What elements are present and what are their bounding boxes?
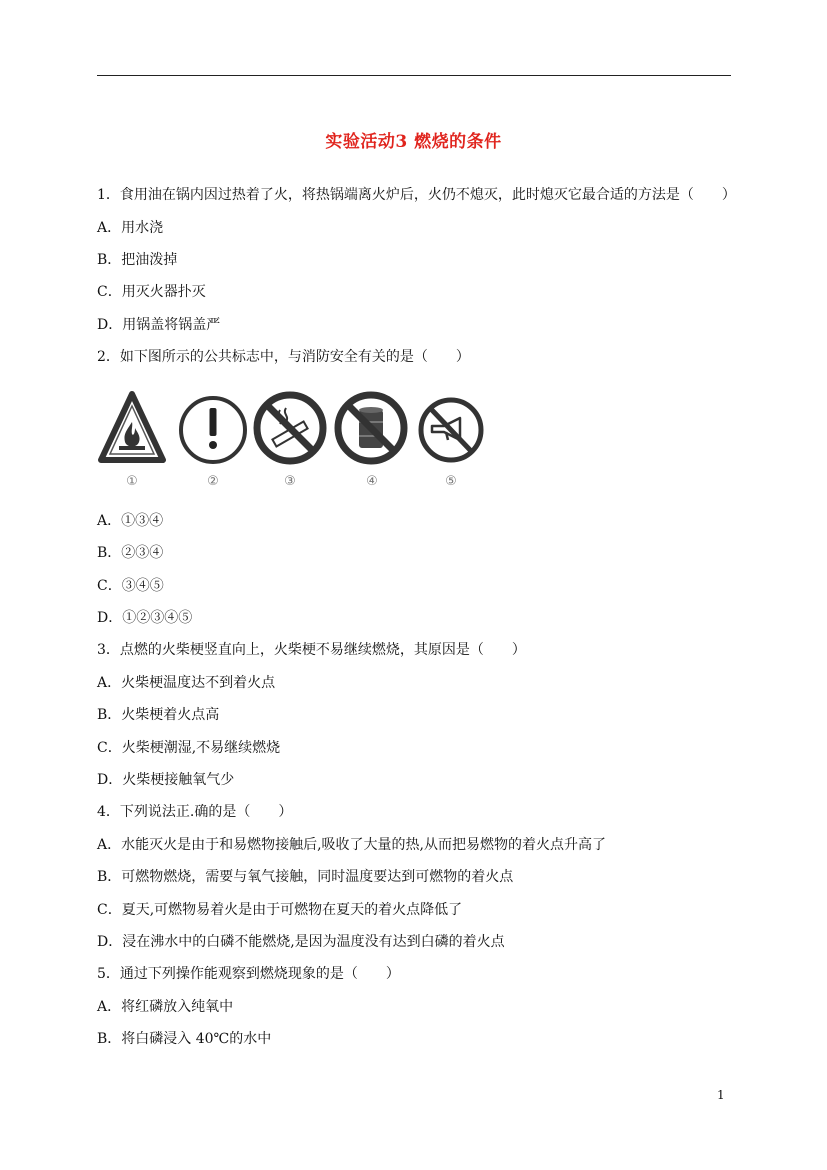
- question-1: 1．食用油在锅内因过热着了火，将热锅端离火炉后，火仍不熄灭，此时熄灭它最合适的方法是（ ）: [97, 187, 736, 203]
- q2-option-d: D．①②③④⑤: [97, 610, 193, 626]
- q4-option-b: B．可燃物燃烧，需要与氧气接触，同时温度要达到可燃物的着火点: [97, 869, 514, 885]
- q1-option-a: A．用水浇: [97, 220, 164, 236]
- q3-option-b: B．火柴梗着火点高: [97, 707, 220, 723]
- q4-option-d: D．浸在沸水中的白磷不能燃烧,是因为温度没有达到白磷的着火点: [97, 934, 505, 950]
- sign-label-2: ②: [207, 474, 219, 489]
- no-smoking-icon: [252, 388, 330, 468]
- header-rule: [97, 75, 731, 76]
- question-5: 5．通过下列操作能观察到燃烧现象的是（ ）: [97, 966, 400, 982]
- q3-option-a: A．火柴梗温度达不到着火点: [97, 675, 276, 691]
- q3-option-c: C．火柴梗潮湿,不易继续燃烧: [97, 740, 281, 756]
- q1-option-c: C．用灭火器扑灭: [97, 284, 206, 300]
- q4-option-c: C．夏天,可燃物易着火是由于可燃物在夏天的着火点降低了: [97, 902, 463, 918]
- sign-label-4: ④: [366, 474, 378, 489]
- q3-option-d: D．火柴梗接触氧气少: [97, 772, 235, 788]
- q1-option-d: D．用锅盖将锅盖严: [97, 317, 221, 333]
- q4-option-a: A．水能灭火是由于和易燃物接触后,吸收了大量的热,从而把易燃物的着火点升高了: [97, 837, 607, 853]
- public-signs-figure: [97, 388, 492, 496]
- page-number: 1: [717, 1088, 725, 1102]
- q2-option-b: B．②③④: [97, 545, 164, 561]
- exclamation-icon: [177, 388, 249, 468]
- q1-option-b: B．把油泼掉: [97, 252, 178, 268]
- q2-option-a: A．①③④: [97, 513, 164, 529]
- question-3: 3．点燃的火柴梗竖直向上，火柴梗不易继续燃烧，其原因是（ ）: [97, 642, 526, 658]
- flammable-warning-icon: [97, 388, 167, 468]
- q5-option-b: B．将白磷浸入 40℃的水中: [97, 1031, 272, 1047]
- sign-label-3: ③: [284, 474, 296, 489]
- question-4: 4．下列说法正.确的是（ ）: [97, 804, 293, 820]
- sign-label-5: ⑤: [445, 474, 457, 489]
- q5-option-a: A．将红磷放入纯氧中: [97, 999, 234, 1015]
- sign-label-1: ①: [126, 474, 138, 489]
- no-horn-icon: [414, 388, 488, 468]
- question-2: 2．如下图所示的公共标志中，与消防安全有关的是（ ）: [97, 349, 470, 365]
- page-title: 实验活动3 燃烧的条件: [325, 132, 502, 152]
- no-fuel-barrel-icon: [333, 388, 411, 468]
- q2-option-c: C．③④⑤: [97, 578, 164, 594]
